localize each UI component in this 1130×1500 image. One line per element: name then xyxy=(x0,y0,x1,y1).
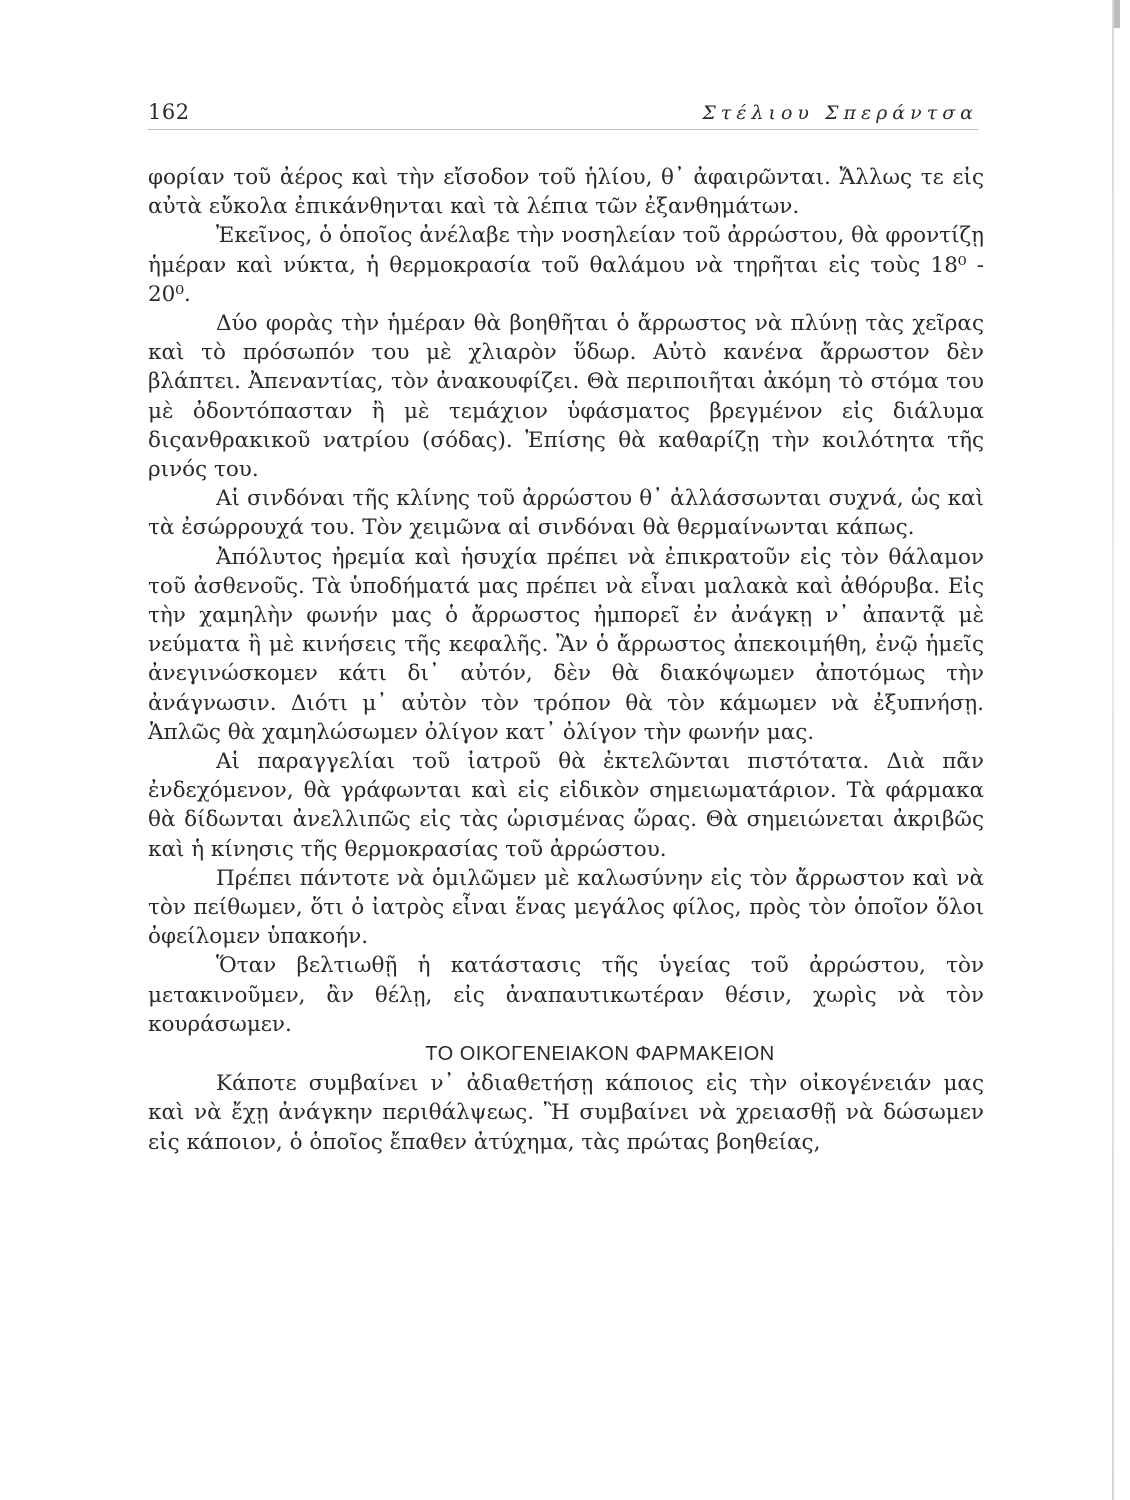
page-edge xyxy=(1112,0,1114,1500)
paragraph: Δύο φορὰς τὴν ἡμέραν θὰ βοηθῆται ὁ ἄρρωστος νὰ πλύνῃ τὰς χεῖρας καὶ τὸ πρόσωπόν του μὲ χλιαρὸν ὕδωρ. Αὐτὸ κανένα ἄρρωστον δὲν βλάπτει. Ἀπεναντίας, τὸν ἀνακουφίζει. Θὰ περιποιῆται ἀκόμη τὸ στόμα του μὲ ὀδοντόπασταν ἢ μὲ τεμάχιον ὑφάσματος βρεγμένον εἰς διάλυμα διςανθρακικοῦ νατρίου (σόδας). Ἐπίσης θὰ καθαρίζῃ τὴν κοιλότητα τῆς ρινός του. xyxy=(148,311,984,483)
paragraph: Ἀπόλυτος ἠρεμία καὶ ἡσυχία πρέπει νὰ ἐπικρατοῦν εἰς τὸν θάλαμον τοῦ ἀσθενοῦς. Τὰ ὑποδήματά μας πρέπει νὰ εἶναι μαλακὰ καὶ ἀθόρυβα. Εἰς τὴν χαμηλὴν φωνήν μας ὁ ἄρρωστος ἠμπορεῖ ἐν ἀνάγκῃ ν᾽ ἀπαντᾷ μὲ νεύματα ἢ μὲ κινήσεις τῆς κεφαλῆς. Ἂν ὁ ἄρρωστος ἀπεκοιμήθη, ἐνῷ ἡμεῖς ἀνεγινώσκομεν κάτι δι᾽ αὐτόν, δὲν θὰ διακόψωμεν ἀποτόμως τὴν ἀνάγνωσιν. Διότι μ᾽ αὐτὸν τὸν τρόπον θὰ τὸν κάμωμεν νὰ ἐξυπνήσῃ. Ἁπλῶς θὰ χαμηλώσωμεν ὀλίγον κατ᾽ ὀλίγον τὴν φωνήν μας. xyxy=(148,544,984,745)
running-head: Στέλιου Σπεράντσα xyxy=(702,102,978,124)
paragraph: Πρέπει πάντοτε νὰ ὁμιλῶμεν μὲ καλωσύνην εἰς τὸν ἄρρωστον καὶ νὰ τὸν πείθωμεν, ὅτι ὁ ἰατρὸς εἶναι ἕνας μεγάλος φίλος, πρὸς τὸν ὁποῖον ὅλοι ὀφείλομεν ὑπακοήν. xyxy=(148,865,984,950)
paragraph: φορίαν τοῦ ἀέρος καὶ τὴν εἴσοδον τοῦ ἡλίου, θ᾽ ἀφαιρῶνται. Ἄλλως τε εἰς αὐτὰ εὔκολα ἐπικάνθηνται καὶ τὰ λέπια τῶν ἐξανθημάτων. xyxy=(148,165,984,220)
section-heading: ΤΟ ΟΙΚΟΓΕΝΕΙΑΚΟΝ ΦΑΡΜΑΚΕΙΟΝ xyxy=(425,1043,775,1066)
paragraph: Κάποτε συμβαίνει ν᾽ ἀδιαθετήσῃ κάποιος εἰς τὴν οἰκογένειάν μας καὶ νὰ ἔχῃ ἀνάγκην περιθάλψεως. Ἢ συμβαίνει νὰ χρειασθῇ νὰ δώσωμεν εἰς κάποιον, ὁ ὁποῖος ἔπαθεν ἀτύχημα, τὰς πρώτας βοηθείας, xyxy=(148,1071,984,1155)
paragraph: Αἱ παραγγελίαι τοῦ ἰατροῦ θὰ ἐκτελῶνται πιστότατα. Διὰ πᾶν ἐνδεχόμενον, θὰ γράφωνται καὶ εἰς εἰδικὸν σημειωματάριον. Τὰ φάρμακα θὰ δίδωνται ἀνελλιπῶς εἰς τὰς ὡρισμένας ὥρας. Θὰ σημειώνεται ἀκριβῶς καὶ ἡ κίνησις τῆς θερμοκρασίας τοῦ ἀρρώστου. xyxy=(148,749,984,862)
paragraph: Αἱ σινδόναι τῆς κλίνης τοῦ ἀρρώστου θ᾽ ἀλλάσσωνται συχνά, ὡς καὶ τὰ ἐσώρρουχά του. Τὸν χειμῶνα αἱ σινδόναι θὰ θερμαίνωνται κάπως. xyxy=(148,486,984,541)
page-number: 162 xyxy=(148,100,190,124)
paragraph: Ὅταν βελτιωθῇ ἡ κατάστασις τῆς ὑγείας τοῦ ἀρρώστου, τὸν μετακινοῦμεν, ἂν θέλῃ, εἰς ἀναπαυτικωτέραν θέσιν, χωρὶς νὰ τὸν κουράσωμεν. xyxy=(148,953,984,1037)
body-text xyxy=(148,163,984,1157)
header-rule xyxy=(148,129,978,130)
page-header xyxy=(148,100,978,132)
paragraph: Ἐκεῖνος, ὁ ὁποῖος ἀνέλαβε τὴν νοσηλείαν τοῦ ἀρρώστου, θὰ φροντίζῃ ἡμέραν καὶ νύκτα, ἡ θερμοκρασία τοῦ θαλάμου νὰ τηρῆται εἰς τοὺς 18⁰ - 20⁰. xyxy=(148,223,984,307)
page-edge-mark xyxy=(1114,0,1120,28)
